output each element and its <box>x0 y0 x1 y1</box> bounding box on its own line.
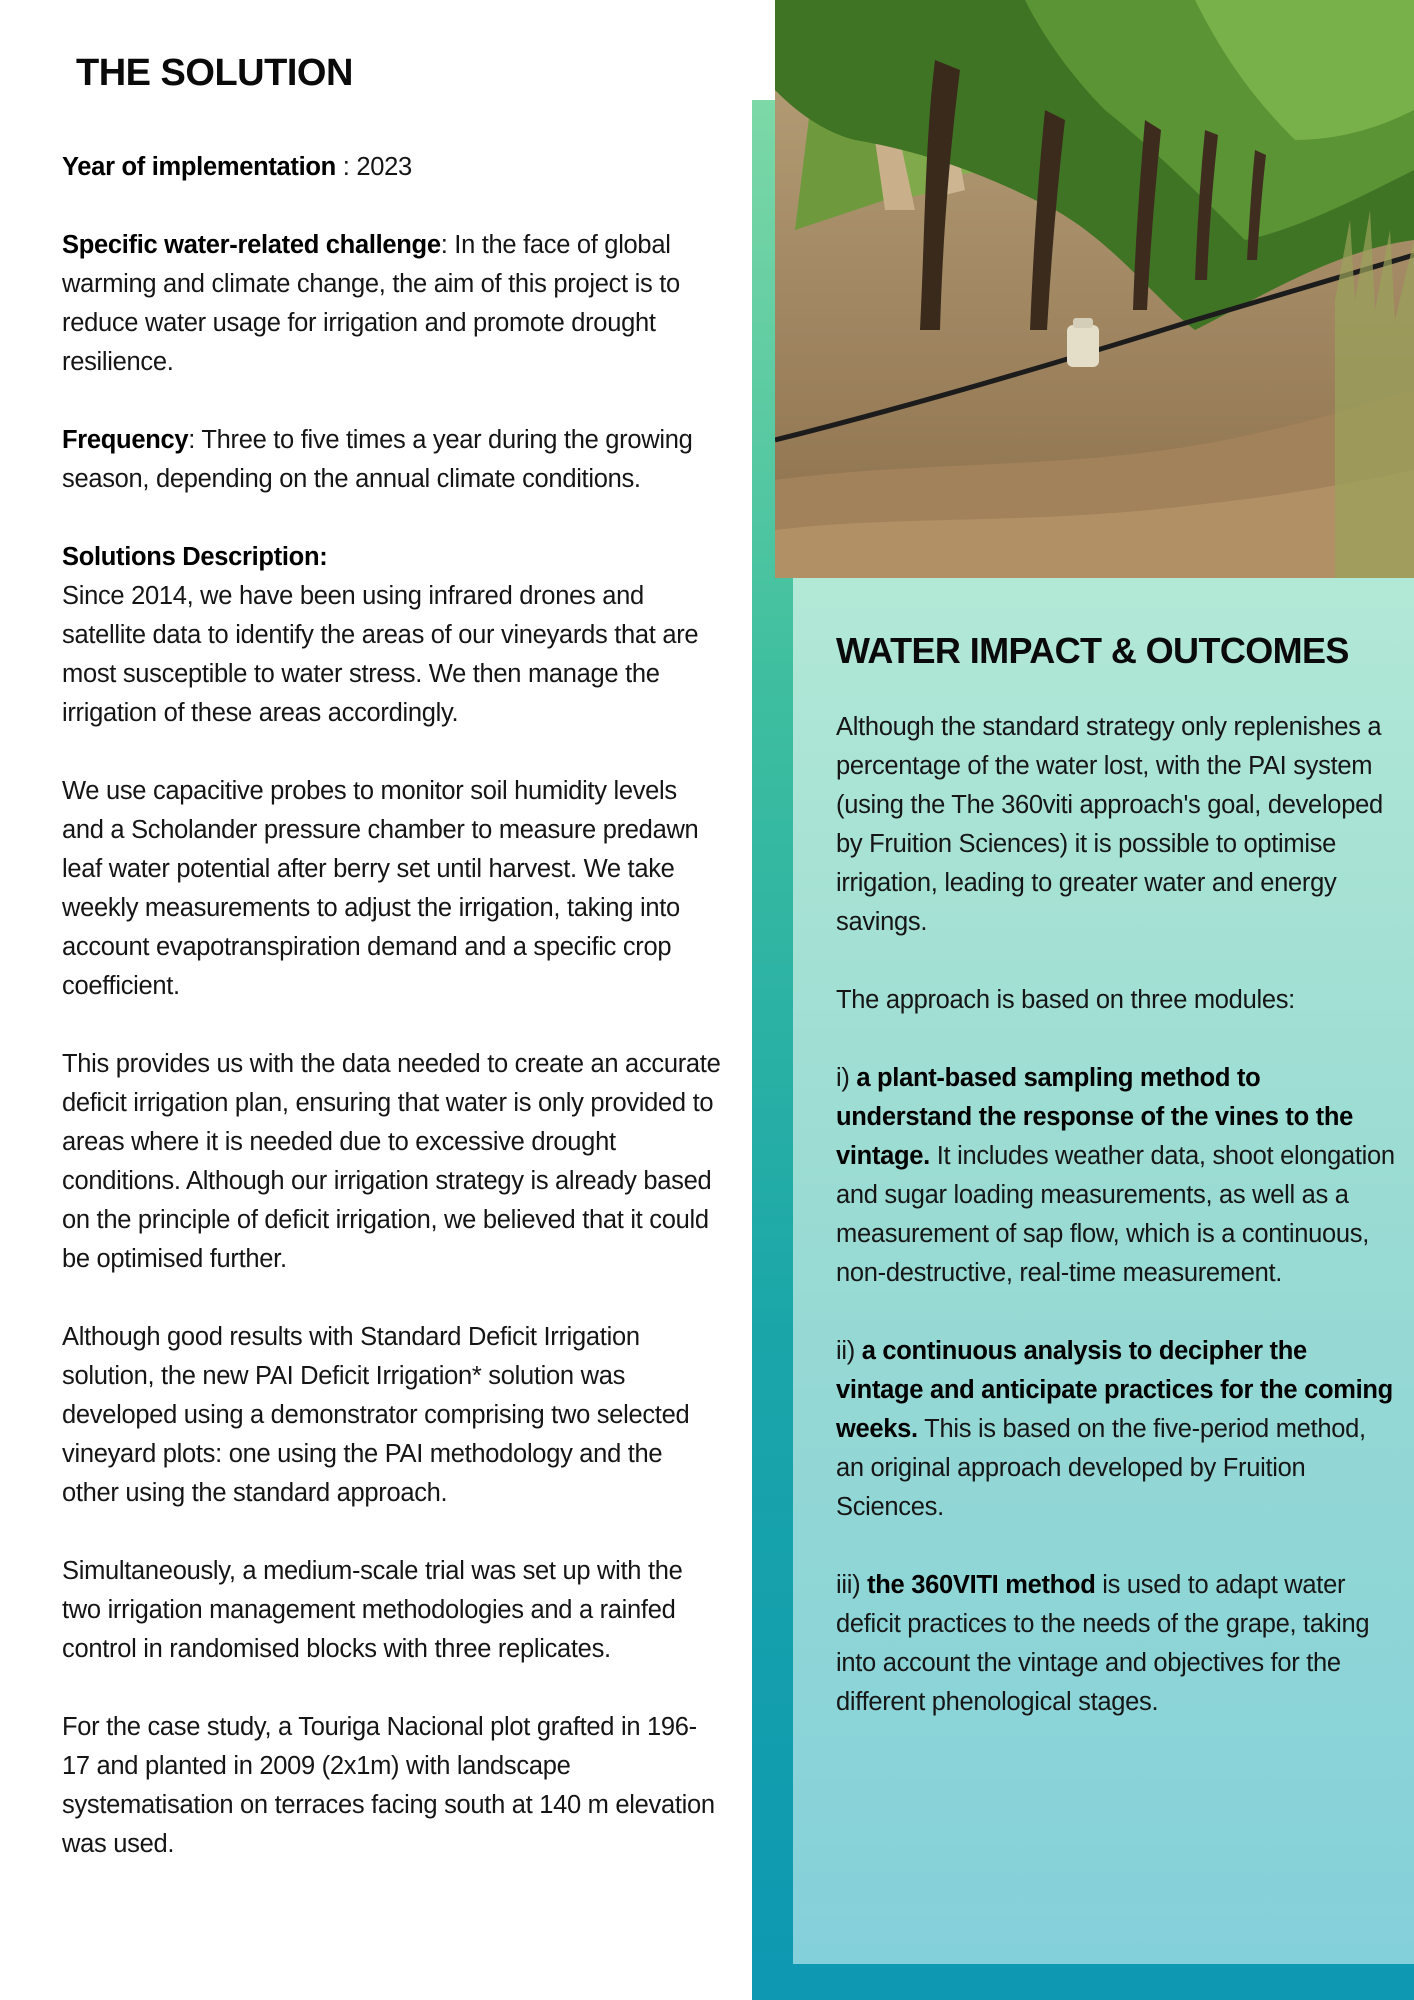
description-paragraph: Simultaneously, a medium-scale trial was set up with the two irrigation management methodologies and a rainfed control in randomised blocks with three replicates. <box>62 1557 683 1663</box>
challenge-label: Specific water-related challenge <box>62 231 441 259</box>
solution-title: THE SOLUTION <box>76 52 353 94</box>
solution-body <box>62 148 722 1903</box>
description-text: Since 2014, we have been using infrared drones and satellite data to identify the areas of our vineyards that are most susceptible to water stress. We then manage the irrigation of these areas accordingly. <box>62 582 699 727</box>
modules-intro: The approach is based on three modules: <box>836 986 1295 1014</box>
impact-title: WATER IMPACT & OUTCOMES <box>836 630 1349 671</box>
impact-column <box>836 630 1396 1761</box>
vineyard-photo <box>775 0 1414 578</box>
description-paragraph: For the case study, a Touriga Nacional plot grafted in 196-17 and planted in 2009 (2x1m) with landscape systematisation on terraces facing south at 140 m elevation was used. <box>62 1713 715 1858</box>
module-1-text: It includes weather data, shoot elongation and sugar loading measurements, as well as a measurement of sap flow, which is a continuous, non-destructive, real-time measurement. <box>836 1142 1395 1287</box>
challenge-paragraph <box>62 226 722 382</box>
year-value: : 2023 <box>335 153 412 181</box>
challenge-text: : In the face of global warming and climate change, the aim of this project is to reduce water usage for irrigation and promote drought resilience. <box>62 231 680 376</box>
module-3-text: is used to adapt water deficit practices to the needs of the grape, taking into account the vintage and objectives for the different phenological stages. <box>836 1571 1370 1716</box>
description-paragraph: We use capacitive probes to monitor soil humidity levels and a Scholander pressure chamber to measure predawn leaf water potential after berry set until harvest. We take weekly measurements to adjust the irrigation, taking into account evapotranspiration demand and a specific crop coefficient. <box>62 777 699 1000</box>
module-2-text: This is based on the five-period method, an original approach developed by Fruition Sciences. <box>836 1415 1366 1521</box>
module-1-title: a plant-based sampling method to understand the response of the vines to the vintage. <box>836 1064 1354 1170</box>
description-paragraph <box>62 538 722 733</box>
frequency-label: Frequency <box>62 426 189 454</box>
frequency-paragraph <box>62 421 722 499</box>
impact-intro: Although the standard strategy only replenishes a percentage of the water lost, with the PAI system (using the The 360viti approach's goal, developed by Fruition Sciences) it is possible to optimise irrigation, leading to greater water and energy savings. <box>836 713 1383 936</box>
description-paragraph: Although good results with Standard Deficit Irrigation solution, the new PAI Deficit Irrigation* solution was developed using a demonstrator comprising two selected vineyard plots: one using the PAI methodology and the other using the standard approach. <box>62 1323 690 1507</box>
module-2-title: a continuous analysis to decipher the vintage and anticipate practices for the coming weeks. <box>836 1337 1393 1443</box>
sensor-probe <box>1067 325 1099 367</box>
description-paragraph: This provides us with the data needed to create an accurate deficit irrigation plan, ensuring that water is only provided to areas where it is needed due to excessive drought conditions. Although our irrigation strategy is already based on the principle of deficit irrigation, we believed that it could be optimised further. <box>62 1050 721 1273</box>
module-3-title: the 360VITI method <box>867 1571 1096 1599</box>
year-label: Year of implementation <box>62 153 336 181</box>
module-2 <box>836 1332 1396 1527</box>
module-3-prefix: iii) <box>836 1571 868 1599</box>
vineyard-illustration <box>775 0 1414 578</box>
module-1-prefix: i) <box>836 1064 857 1092</box>
impact-body <box>836 708 1396 1722</box>
description-label: Solutions Description: <box>62 543 328 571</box>
module-1 <box>836 1059 1396 1293</box>
year-line <box>62 148 722 187</box>
module-2-prefix: ii) <box>836 1337 862 1365</box>
frequency-text: : Three to five times a year during the growing season, depending on the annual climate conditions. <box>62 426 693 493</box>
module-3 <box>836 1566 1396 1722</box>
